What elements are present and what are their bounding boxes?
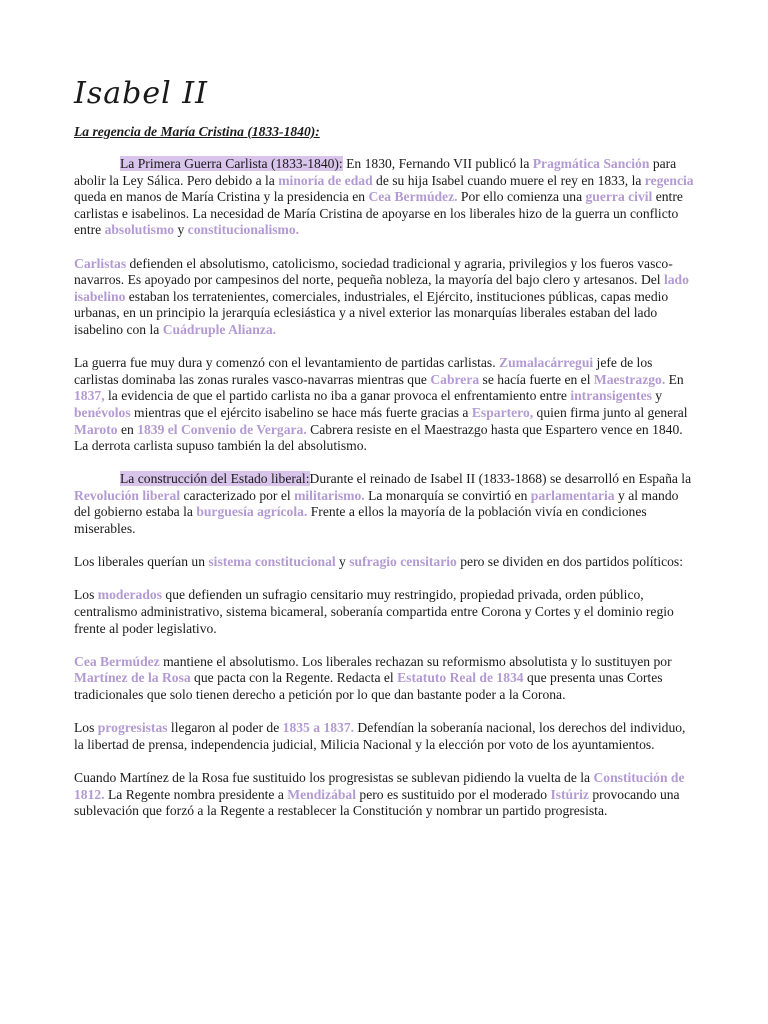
text-run: Frente a ellos la mayoría de la población vivía en condiciones miserables. [74,504,647,537]
text-run: En 1830, Fernando VII publicó la [342,156,533,171]
text-run: En [665,371,684,387]
keyword: lado isabelino [74,272,689,304]
paragraph [74,770,694,820]
keyword: progresistas [97,720,168,736]
keyword: sistema constitucional [208,554,336,570]
keyword: moderados [97,587,162,603]
text-run: que pacta con la Regente. Redacta el [190,670,398,686]
text-run: se hacía fuerte en el [479,371,594,387]
paragraph [74,720,694,753]
keyword: sufragio censitario [349,554,457,570]
paragraph [74,355,694,455]
text-run: caracterizado por el [180,487,295,503]
text-run: jefe de los carlistas dominaba las zonas rurales vasco-navarras mientras que [74,355,653,387]
keyword: minoría de edad [278,172,373,188]
keyword: Cuádruple Alianza. [162,321,277,337]
text-run: llegaron al poder de [167,720,283,736]
keyword: intransigentes [570,388,652,404]
highlighted-heading: La construcción del Estado liberal: [120,471,310,487]
text-run: Los [74,587,98,603]
keyword: Istúriz [550,786,589,802]
text-run: que presenta unas Cortes tradicionales que solo tienen derecho a petición por lo que dan bastante poder a la Corona. [74,670,663,702]
keyword: Espartero, [471,404,534,420]
keyword: parlamentaria [530,487,615,503]
text-run: Los [74,720,98,736]
keyword: Martínez de la Rosa [74,670,191,686]
text-run: Cuando Martínez de la Rosa fue sustituido los progresistas se sublevan pidiendo la vuelta de la [74,769,594,785]
text-run: Por ello comienza una [457,189,586,205]
text-run: provocando una sublevación que forzó a la Regente a restablecer la Constitución y nombrar un partido progresista. [74,786,680,819]
keyword: Mendizábal [287,786,357,802]
text-run: queda en manos de María Cristina y la presidencia en [74,189,369,205]
text-run: mientras que el ejército isabelino se hace más fuerte gracias a [130,404,472,420]
paragraph [74,654,694,704]
text-run: La guerra fue muy dura y comenzó con el levantamiento de partidas carlistas. [74,355,500,371]
keyword: Carlistas [74,255,127,271]
keyword: 1835 a 1837. [282,720,355,736]
keyword: Maestrazgo. [593,371,666,387]
text-run: La Regente nombra presidente a [104,786,288,802]
keyword: Cabrera [430,371,480,387]
text-run: entre carlistas e isabelinos. La necesidad de María Cristina de apoyarse en los liberales hizo de la guerra un conflicto entre [74,189,683,238]
keyword: Cea Bermúdez. [368,189,458,205]
text-run: que defienden un sufragio censitario muy restringido, propiedad privada, orden público, centralismo administrativo, sistema bicameral, soberanía compartida entre Corona y Cortes y el dominio regio frente al poder legislativo. [74,587,674,636]
keyword: benévolos [74,404,131,420]
text-run: y [335,554,350,570]
section-subheading: La regencia de María Cristina (1833-1840): [74,124,320,139]
text-run: y [174,222,188,238]
paragraph [74,156,694,239]
keyword: militarismo. [294,487,365,503]
text-run: para abolir la Ley Sálica. Pero debido a la [74,156,677,188]
keyword: Cea Bermúdez [74,653,160,669]
keyword: regencia [644,172,694,188]
text-run: pero se dividen en dos partidos políticos: [456,554,683,570]
paragraph [74,587,694,637]
paragraph [74,256,694,339]
paragraph [74,471,694,537]
paragraph [74,554,694,571]
text-run: estaban los terratenientes, comerciales, industriales, el Ejército, instituciones públicas, capas medio urbanas, en un principio la jerarquía eclesiástica y a nivel exterior las monarquías liberales estaban del lado isabelino con la [74,288,669,337]
keyword: burguesía agrícola. [196,504,308,520]
keyword: Zumalacárregui [499,355,594,371]
keyword: constitucionalismo. [187,222,300,238]
text-run: pero es sustituido por el moderado [356,786,551,802]
text-run: Defendían la soberanía nacional, los derechos del individuo, la libertad de prensa, independencia judicial, Milicia Nacional y la elección por voto de los ayuntamientos. [74,720,686,752]
document-body [74,156,694,820]
document-title: Isabel II [74,76,208,111]
text-run: quien firma junto al general [533,404,688,420]
highlighted-heading: La Primera Guerra Carlista (1833-1840): [120,156,343,171]
text-run: de su hija Isabel cuando muere el rey en 1833, la [372,172,645,188]
keyword: guerra civil [585,189,653,205]
keyword: 1837, [74,388,105,404]
text-run: y al mando del gobierno estaba la [74,487,679,520]
text-run: Cabrera resiste en el Maestrazgo hasta que Espartero vence en 1840. La derrota carlista supuso también la del absolutismo. [74,421,683,454]
text-run: La monarquía se convirtió en [364,487,531,503]
keyword: Maroto [74,421,118,437]
keyword: 1839 el Convenio de Vergara. [137,421,307,437]
text-run: la evidencia de que el partido carlista no iba a ganar provoca el enfrentamiento entre [104,388,571,404]
keyword: absolutismo [104,222,175,238]
text-run: Durante el reinado de Isabel II (1833-1868) se desarrolló en España la [309,471,692,487]
keyword: Pragmática Sanción [532,156,650,171]
keyword: Revolución liberal [74,487,181,503]
text-run: mantiene el absolutismo. Los liberales rechazan su reformismo absolutista y lo sustituyen por [159,653,672,669]
text-run: en [117,421,138,437]
text-run: defienden el absolutismo, catolicismo, sociedad tradicional y agraria, privilegios y los fueros vasco-navarros. Es apoyado por campesinos del norte, pequeña nobleza, la mayoría del bajo clero y artesanos. Del [74,255,673,288]
text-run: y [651,388,663,404]
keyword: Constitución de 1812. [74,769,685,802]
keyword: Estatuto Real de 1834 [397,670,524,686]
text-run: Los liberales querían un [74,554,209,570]
